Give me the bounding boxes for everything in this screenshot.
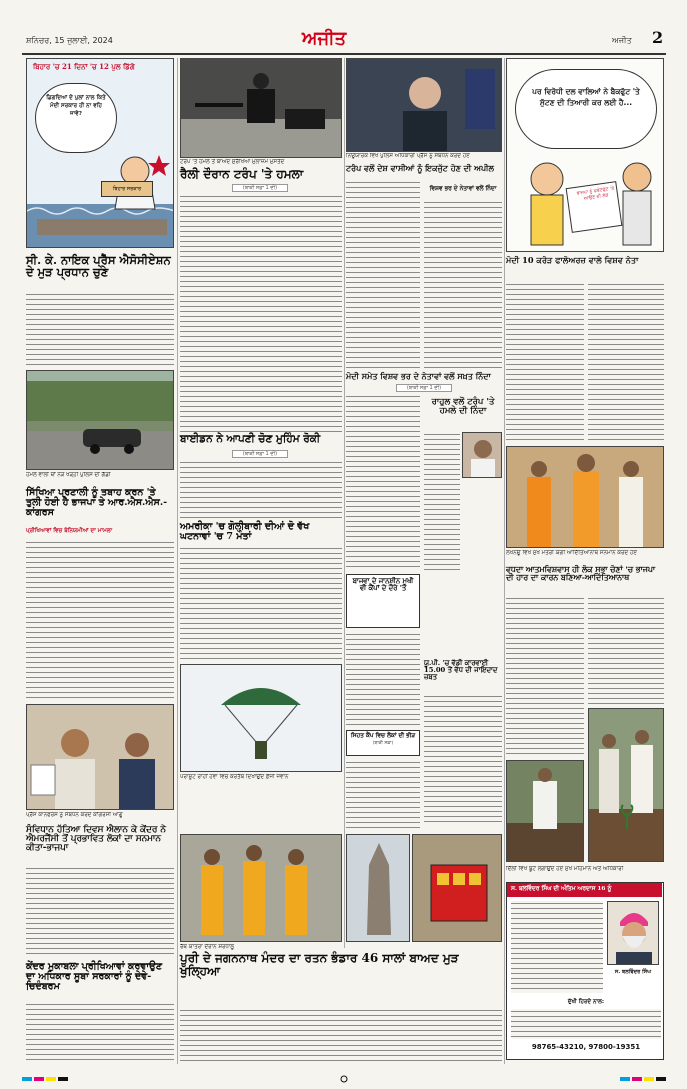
swatch bbox=[656, 1077, 666, 1081]
body-icon bbox=[616, 952, 652, 965]
caption-para: ਪੈਰਾਸ਼ੂਟ ਰਾਹੀਂ ਹਵਾ ਵਿਚ ਕਰਤੱਬ ਦਿਖਾਉਂਦੇ ਫ਼ੌਜੀ ਜਵਾਨ bbox=[180, 774, 289, 780]
person-body-icon bbox=[55, 759, 95, 810]
photo-rahul-drawing bbox=[463, 433, 502, 478]
paper-icon bbox=[31, 765, 55, 795]
body-trump2-b bbox=[424, 200, 502, 370]
body-samvidhan bbox=[26, 866, 174, 958]
cartoon1-box-text: ਬਿਹਾਰ ਸਰਕਾਰ bbox=[112, 186, 142, 192]
cartoon1-bubble bbox=[35, 83, 117, 153]
body-biden bbox=[180, 460, 342, 520]
headline-up: ਯੂ.ਪੀ. 'ਚ ਵੱਡੀ ਕਾਰਵਾਈ 15.00 ਤੋਂ ਵੱਧ ਦੀ ਜਾਇਦਾਦ ਜ਼ਬਤ bbox=[424, 659, 498, 682]
photo-press-drawing bbox=[27, 705, 174, 810]
cartoon1-drawing bbox=[27, 149, 174, 248]
headline-puri: ਪੁਰੀ ਦੇ ਜਗਨਨਾਥ ਮੰਦਰ ਦਾ ਰਤਨ ਭੰਡਾਰ 46 ਸਾਲਾਂ ਬਾਅਦ ਮੁੜ ਖੁੱਲ੍ਹਿਆ bbox=[180, 951, 459, 978]
swatch bbox=[22, 1077, 32, 1081]
cartoon-woman-body-icon bbox=[623, 191, 651, 245]
swatch bbox=[620, 1077, 630, 1081]
tag-modi2: (ਬਾਕੀ ਸਫ਼ਾ 1 ਦੀ) bbox=[396, 384, 452, 392]
body-up bbox=[424, 694, 502, 824]
body-modi2-a bbox=[346, 394, 420, 570]
box-bajwa bbox=[346, 574, 420, 628]
photo-plant-2 bbox=[506, 760, 584, 862]
body-yogi-b bbox=[588, 596, 664, 706]
body-congress bbox=[26, 540, 174, 700]
masthead-rule bbox=[22, 53, 666, 55]
box-misc bbox=[346, 730, 420, 756]
agent-body-icon bbox=[285, 109, 325, 129]
person-icon bbox=[285, 865, 307, 935]
cartoon2-paper-text: ਭਾਜਪਾ ਨੂੰ ਫਰੰਟਫੁੱਟ 'ਤੇ ਆਉਣ ਦੀ ਲੋੜ bbox=[576, 186, 615, 202]
swatch bbox=[58, 1077, 68, 1081]
sub-trump2: ਵਿਸ਼ਵ ਭਰ ਦੇ ਨੇਤਾਵਾਂ ਵਲੋਂ ਨਿੰਦਾ bbox=[429, 186, 497, 192]
photo-devotees-drawing bbox=[181, 835, 342, 942]
cartoon1-box-label bbox=[101, 181, 153, 197]
person-icon bbox=[201, 865, 223, 935]
cartoon2-bubble bbox=[515, 69, 657, 149]
body-bajwa bbox=[346, 632, 420, 728]
sub-congress: ਪ੍ਰੀਖਿਆਵਾਂ ਵਿਚ ਬੇਨਿਯਮੀਆਂ ਦਾ ਮਾਮਲਾ bbox=[26, 528, 113, 534]
crosshair-icon bbox=[341, 1076, 347, 1082]
swatch bbox=[632, 1077, 642, 1081]
photo-parachute-drawing bbox=[181, 665, 342, 772]
body-modi-a bbox=[506, 282, 584, 442]
tag-misc: (ਬਾਕੀ ਸਫ਼ਾ) bbox=[372, 741, 394, 747]
swatch bbox=[644, 1077, 654, 1081]
photo-temple bbox=[346, 834, 410, 942]
person-head-icon bbox=[125, 733, 149, 757]
agent-body-icon bbox=[247, 89, 275, 123]
cartoon-woman-head-icon bbox=[623, 163, 651, 191]
person-icon bbox=[631, 745, 653, 813]
caption-yogi: ਲਖਨਊ ਵਿਖੇ ਮੁੱਖ ਮੰਤਰੀ ਯੋਗੀ ਆਦਿੱਤਿਆਨਾਥ ਸਨਮਾਨ ਕਰਦੇ ਹੋਏ bbox=[506, 550, 637, 556]
photo-yogi-event bbox=[506, 446, 664, 548]
beard-icon bbox=[622, 936, 646, 948]
photo-press-conference bbox=[26, 704, 174, 810]
tribute-label: ਦੁੱਖੀ ਹਿਰਦੇ ਨਾਲ: bbox=[567, 999, 605, 1005]
cartoon-man-head-icon bbox=[531, 163, 563, 195]
body-modi-b bbox=[588, 282, 664, 442]
bridge-debris bbox=[37, 219, 167, 235]
headline-samvidhan: ਸੰਵਿਧਾਨ ਹੱਤਿਆ ਦਿਵਸ ਐਲਾਨ ਕੇ ਕੇਂਦਰ ਨੇ ਐਮਰਜੈਂਸੀ ਤੋਂ ਪ੍ਰਭਾਵਿਤ ਲੋਕਾਂ ਦਾ ਸਨਮਾਨ ਕੀਤਾ-ਭਾਜਪਾ bbox=[26, 825, 166, 854]
wheel-icon bbox=[124, 444, 134, 454]
tribute-phone: 98765-43210, 97800-19351 bbox=[531, 1043, 641, 1051]
person-icon bbox=[533, 781, 557, 829]
head-icon bbox=[538, 768, 552, 782]
box-panel bbox=[437, 873, 449, 885]
tag-biden: (ਬਾਕੀ ਸਫ਼ਾ 1 ਦੀ) bbox=[232, 450, 288, 458]
cartoon-bihar-bridges bbox=[26, 58, 174, 248]
headline-trump: ਰੈਲੀ ਦੌਰਾਨ ਟਰੰਪ 'ਤੇ ਹਮਲਾ bbox=[180, 167, 304, 181]
swatch bbox=[46, 1077, 56, 1081]
head-icon bbox=[577, 454, 595, 472]
body-naik bbox=[26, 292, 174, 366]
tribute-headline: ਸ. ਬਲਵਿੰਦਰ ਸਿੰਘ ਦੀ ਅੰਤਿਮ ਅਰਦਾਸ 16 ਨੂੰ bbox=[511, 886, 612, 892]
masthead-date: ਸ਼ਨਿਚਰ, 15 ਜੁਲਾਈ, 2024 bbox=[26, 36, 113, 45]
caption-car: ਹਮਲੇ ਵਾਲੀ ਥਾਂ ਨੇੜੇ ਖੜ੍ਹੀ ਪੁਲਿਸ ਦੀ ਗੱਡੀ bbox=[26, 472, 111, 478]
photo-press-officials bbox=[346, 58, 502, 152]
cartoon-man-body-icon bbox=[531, 195, 563, 245]
person-body-icon bbox=[403, 111, 447, 152]
col-rule bbox=[344, 58, 345, 948]
body-trump bbox=[180, 194, 342, 432]
head-icon bbox=[635, 730, 649, 744]
agent-head-icon bbox=[253, 73, 269, 89]
wheel-icon bbox=[90, 444, 100, 454]
star-icon bbox=[148, 155, 170, 176]
tribute-name: ਸ. ਬਲਵਿੰਦਰ ਸਿੰਘ bbox=[614, 969, 652, 975]
photo-police-car bbox=[26, 370, 174, 470]
head-icon bbox=[204, 849, 220, 865]
photo-treasury-box bbox=[412, 834, 502, 942]
trees bbox=[27, 381, 174, 421]
body-misc bbox=[346, 760, 420, 828]
body-puri bbox=[180, 1008, 502, 1064]
cartoon2-bubble-text: ਪਰ ਵਿਰੋਧੀ ਦਲ ਵਾਲਿਆਂ ਨੇ ਬੈਕਫੁੱਟ 'ਤੇ ਸੁੱਟਣ ਦੀ ਤਿਆਰੀ ਕਰ ਲਈ ਹੈ... bbox=[532, 87, 640, 107]
person-body-icon bbox=[471, 459, 495, 478]
caption-trump2: ਨਿਊਯਾਰਕ ਵਿਖੇ ਪੁਲਿਸ ਅਧਿਕਾਰੀ ਪ੍ਰੈੱਸ ਨੂੰ ਸੰਬੋਧਨ ਕਰਦੇ ਹੋਏ bbox=[346, 153, 470, 159]
head-icon bbox=[246, 845, 262, 861]
tribute-family bbox=[511, 1009, 661, 1039]
rifle-icon bbox=[195, 103, 243, 107]
photo-officials-drawing bbox=[347, 59, 502, 152]
headline-congress: ਸਿੱਖਿਆ ਪ੍ਰਣਾਲੀ ਨੂੰ ਤਬਾਹ ਕਰਨ 'ਤੇ ਤੁਲੀ ਹੋਈ ਹੈ ਭਾਜਪਾ ਤੇ ਆਰ.ਐਸ.ਐਸ.-ਕਾਂਗਰਸ bbox=[26, 487, 168, 518]
masthead bbox=[22, 28, 666, 52]
headline-modi: ਮੋਦੀ 10 ਕਰੋੜ ਫਾਲੋਅਰਜ਼ ਵਾਲੇ ਵਿਸ਼ਵ ਨੇਤਾ bbox=[506, 255, 639, 265]
photo-parachute bbox=[180, 664, 342, 772]
person-icon bbox=[527, 477, 551, 548]
headline-modi2: ਮੋਦੀ ਸਮੇਤ ਵਿਸ਼ਵ ਭਰ ਦੇ ਨੇਤਾਵਾਂ ਵਲੋਂ ਸਖ਼ਤ ਨਿੰਦਾ bbox=[346, 371, 491, 381]
headline-bajwa: ਬਾਜਵਾ ਦੇ ਜਾਨਸ਼ੀਨ ਮੁਖੀ ਵੀ ਕੈਂਪਾਂ ਦੇ ਦੌਰੇ 'ਤੇ bbox=[352, 577, 414, 593]
person-icon bbox=[619, 477, 643, 548]
photo-box-drawing bbox=[413, 835, 502, 942]
cartoon-opposition bbox=[506, 58, 664, 252]
headline-naik: ਸੀ. ਕੇ. ਨਾਇਕ ਪ੍ਰੈੱਸ ਐਸੋਸੀਏਸ਼ਨ ਦੇ ਮੁੜ ਪ੍ਰਧਾਨ ਚੁਣੇ bbox=[26, 253, 171, 280]
flag-icon bbox=[465, 69, 495, 129]
masthead-title: ਅਜੀਤ bbox=[302, 28, 347, 49]
jumper-icon bbox=[255, 741, 267, 759]
person-head-icon bbox=[409, 77, 441, 109]
box-panel bbox=[453, 873, 465, 885]
caption-puri: ਰੱਥ ਯਾਤਰਾ ਦੌਰਾਨ ਸ਼ਰਧਾਲੂ bbox=[180, 944, 235, 950]
page-number: 2 bbox=[652, 28, 664, 47]
registration-strip bbox=[22, 1068, 666, 1076]
cartoon2-drawing bbox=[507, 155, 664, 252]
photo-yogi-drawing bbox=[507, 447, 664, 548]
caption-plant: ਦਿੱਲੀ ਵਿਖੇ ਬੂਟੇ ਲਗਾਉਂਦੇ ਹੋਏ ਮੁੱਖ ਮਹਿਮਾਨ ਅਤੇ ਅਧਿਕਾਰੀ bbox=[506, 866, 624, 872]
head-icon bbox=[288, 849, 304, 865]
headline-misc: ਸਿਹਤ ਕੈਂਪ ਵਿਚ ਲੋਕਾਂ ਦੀ ਭੀੜ bbox=[350, 733, 416, 739]
person-head-icon bbox=[61, 729, 89, 757]
tribute-portrait-drawing bbox=[608, 902, 659, 965]
tag-trump: (ਬਾਕੀ ਸਫ਼ਾ 1 ਦੀ) bbox=[232, 184, 288, 192]
person-icon bbox=[573, 471, 599, 548]
body-usgun bbox=[180, 546, 342, 662]
caption-trump: ਟਰੰਪ 'ਤੇ ਹਮਲੇ ਤੋਂ ਬਾਅਦ ਸੁਰੱਖਿਆ ਮੁਲਾਜ਼ਮ ਮੁਸਤੈਦ bbox=[180, 159, 285, 165]
box-panel bbox=[469, 873, 481, 885]
headline-usgun: ਅਮਰੀਕਾ 'ਚ ਗੋਲੀਬਾਰੀ ਦੀਆਂ ਦੋ ਵੱਖ ਘਟਨਾਵਾਂ 'ਚ 7 ਮੌਤਾਂ bbox=[180, 521, 310, 542]
body-kendra bbox=[26, 1002, 174, 1064]
body-trump2-a bbox=[346, 180, 420, 370]
headline-kendra: ਕੇਂਦਰ ਮੁਕਾਬਲਾ ਪ੍ਰੀਖਿਆਵਾਂ ਕਰਵਾਉਣ ਦਾ ਅਧਿਕਾਰ ਸੂਬਾ ਸਰਕਾਰਾਂ ਨੂੰ ਦੇਵੇ-ਚਿਦੰਬਰਮ bbox=[26, 961, 163, 992]
headline-trump2: ਟਰੰਪ ਵਲੋਂ ਦੇਸ਼ ਵਾਸੀਆਂ ਨੂੰ ਇਕਜੁੱਟ ਹੋਣ ਦੀ ਅਪੀਲ bbox=[346, 163, 494, 173]
photo-rahul bbox=[462, 432, 502, 478]
body-yogi-a bbox=[506, 596, 584, 756]
photo-tree-plantation bbox=[588, 708, 664, 862]
headline-rahul: ਰਾਹੁਲ ਵਲੋਂ ਟਰੰਪ 'ਤੇ ਹਮਲੇ ਦੀ ਨਿੰਦਾ bbox=[431, 397, 495, 416]
person-icon bbox=[599, 749, 619, 813]
photo-puri-devotees bbox=[180, 834, 342, 942]
head-icon bbox=[623, 461, 639, 477]
person-body-icon bbox=[119, 759, 155, 810]
cartoon1-title: ਬਿਹਾਰ 'ਚ 21 ਦਿਨਾਂ 'ਚ 12 ਪੁਲ ਡਿੱਗੇ bbox=[33, 62, 135, 71]
caption-press: ਪ੍ਰੈੱਸ ਕਾਨਫਰੰਸ ਨੂੰ ਸੰਬੋਧਨ ਕਰਦੇ ਕਾਂਗਰਸੀ ਆਗੂ bbox=[26, 812, 123, 818]
car-icon bbox=[83, 429, 141, 447]
photo-car-drawing bbox=[27, 371, 174, 470]
head-icon bbox=[602, 734, 616, 748]
photo-plant2-drawing bbox=[507, 761, 584, 862]
photo-temple-drawing bbox=[347, 835, 410, 942]
masthead-right: ਅਜੀਤ bbox=[612, 36, 632, 45]
photo-security-snipers bbox=[180, 58, 342, 158]
person-head-icon bbox=[474, 440, 492, 458]
swatch bbox=[34, 1077, 44, 1081]
headline-yogi: ਵਧਦਾ ਆਤਮਵਿਸ਼ਵਾਸ ਹੀ ਲੋਕ ਸਭਾ ਚੋਣਾਂ 'ਚ ਭਾਜਪਾ ਦੀ ਹਾਰ ਦਾ ਕਾਰਨ ਬਣਿਆ-ਆਦਿੱਤਿਆਨਾਥ bbox=[506, 565, 656, 583]
photo-plant-drawing bbox=[589, 709, 664, 862]
col-rule bbox=[177, 58, 178, 1064]
headline-biden: ਬਾਈਡਨ ਨੇ ਆਪਣੀ ਚੋਣ ਮੁਹਿੰਮ ਰੋਕੀ bbox=[180, 433, 321, 445]
person-icon bbox=[243, 861, 265, 935]
photo-snipers-drawing bbox=[181, 59, 342, 158]
cartoon1-bubble-text: ਡਿਗਦਿਆਂ ਦੇ ਪੁਲਾਂ ਨਾਲ ਕਿਤੇ ਮੋਦੀ ਸਰਕਾਰ ਹੀ ਨਾ ਵਹਿ ਜਾਵੇ? bbox=[46, 95, 106, 117]
col-rule bbox=[504, 58, 505, 1064]
head-icon bbox=[531, 461, 547, 477]
tribute-box bbox=[506, 882, 664, 1060]
registration-marks bbox=[22, 1075, 666, 1083]
body-rahul bbox=[424, 432, 460, 570]
tribute-portrait bbox=[607, 901, 659, 965]
tribute-body bbox=[511, 901, 603, 993]
